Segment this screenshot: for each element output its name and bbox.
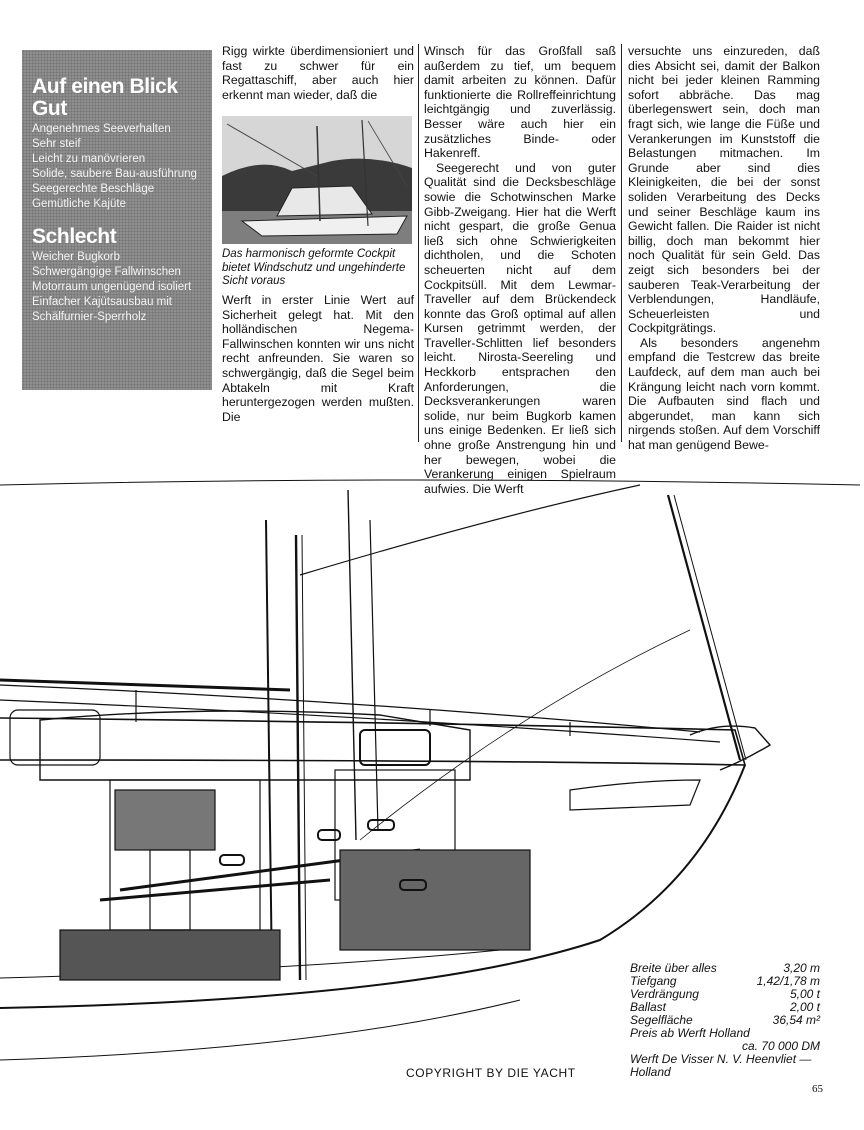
bad-item: Weicher Bugkorb bbox=[32, 251, 120, 263]
cockpit-photo-image bbox=[222, 116, 412, 244]
photo-caption: Das harmonisch geformte Cockpit bietet Windschutz und ungehinderte Sicht voraus bbox=[222, 248, 406, 287]
good-item: Seegerechte Beschläge bbox=[32, 183, 155, 195]
good-item: Solide, saubere Bau-ausführung bbox=[32, 168, 197, 180]
copyright-notice: COPYRIGHT BY DIE YACHT bbox=[406, 1066, 576, 1080]
article-paragraph: Werft in erster Linie Wert auf Sicherheit gelegt hat. Mit den holländischen Negema-Fallwinschen konnten wir uns nicht recht anfreunden. Sie waren so schwergängig, daß die Segel beim Abtakeln mit Kraft heruntergezogen werden mußten. Die bbox=[222, 293, 414, 424]
bad-item: Schwergängige Fallwinschen bbox=[32, 266, 181, 278]
article-paragraph: versuchte uns einzureden, daß dies Absicht sei, damit der Balkon nicht bei jeder kleinen Ramming sofort abbräche. Das mag überlegenswert sein, doch man fragt sich, wie lange die Füße und Verankerungen im Kunststoff die Belastungen mitmachen. Im Grunde aber sind dies Kleinigkeiten, die bei der sonst soliden Verarbeitung des Decks und seiner Beschläge kaum ins Gewicht fallen. Die Raider ist nicht billig, doch man bekommt hier noch Qualität für sein Geld. Das zeigt sich besonders bei der sauberen Teak-Verarbeitung der Verblendungen, Handläufe, Scheuerleisten und Cockpitgrätings. bbox=[628, 44, 820, 336]
article-paragraph: Seegerecht und von guter Qualität sind die Decksbeschläge sowie die Schotwinschen Marke Gibb-Zweigang. Hier hat die Werft nicht gespart, die große Genua ließ sich ohne Schwierigkeiten dichtholen, und die Schoten scheuerten nicht auf dem Cockpitsüll. Mit dem Lewmar-Traveller auf dem Brückendeck konnte das Groß optimal auf allen Kursen getrimmt werden, der Traveller-Schlitten lief besonders leicht. Nirosta-Seereling und Heckkorb entsprachen den Anforderungen, die Decksverankerungen waren solide, nur beim Bugkorb kamen uns einige Bedenken. Er ließ sich ohne große Anstrengung hin und her bewegen, wobei die Verankerung einigen Spielraum aufwies. Die Werft bbox=[424, 160, 616, 496]
spec-value: 2,00 t bbox=[789, 1000, 820, 1014]
spec-label: Breite über alles bbox=[630, 961, 717, 975]
column-rule-2 bbox=[621, 44, 622, 442]
builder-info: Werft De Visser N. V. Heenvliet — Holland bbox=[630, 1052, 812, 1079]
specifications-box bbox=[630, 962, 820, 1079]
article-column-2-bottom bbox=[222, 293, 414, 424]
spec-value: 1,42/1,78 m bbox=[756, 974, 820, 988]
good-item: Sehr steif bbox=[32, 138, 81, 150]
article-paragraph: Als besonders angenehm empfand die Testcrew das breite Laufdeck, auf dem man auch bei Krängung leicht nach vorn kommt. Die Aufbauten sind flach und abgerundet, man kann sich nirgends stoßen. Auf dem Vorschiff hat man genügend Bewe- bbox=[628, 335, 820, 453]
spec-label: Verdrängung bbox=[630, 987, 699, 1001]
page-number: 65 bbox=[812, 1083, 823, 1095]
good-heading: Auf einen Blick Gut bbox=[32, 75, 178, 120]
bad-heading: Schlecht bbox=[32, 225, 117, 248]
spec-label: Ballast bbox=[630, 1000, 667, 1014]
bad-list bbox=[32, 250, 206, 325]
spec-label: Segelfläche bbox=[630, 1013, 693, 1027]
spec-value: 3,20 m bbox=[783, 961, 820, 975]
at-a-glance-box bbox=[22, 50, 212, 390]
article-column-4 bbox=[628, 44, 820, 453]
good-item: Gemütliche Kajüte bbox=[32, 198, 126, 210]
spec-value: 5,00 t bbox=[789, 987, 820, 1001]
good-item: Leicht zu manövrieren bbox=[32, 153, 146, 165]
article-column-3 bbox=[424, 44, 616, 496]
article-column-2-top bbox=[222, 44, 414, 102]
price-label: Preis ab Werft Holland bbox=[630, 1026, 750, 1040]
column-rule-1 bbox=[418, 44, 419, 442]
good-item: Angenehmes Seeverhalten bbox=[32, 123, 171, 135]
article-paragraph: Winsch für das Großfall saß außerdem zu tief, um bequem damit arbeiten zu können. Dafür funktionierte die Rollreffeinrichtung leichtgängig und zuverlässig. Besser wäre auch hier ein zusätzliches Binde- oder Hakenreff. bbox=[424, 44, 616, 161]
bad-item: Motorraum ungenügend isoliert bbox=[32, 281, 192, 293]
spec-value: 36,54 m² bbox=[772, 1013, 820, 1027]
spec-label: Tiefgang bbox=[630, 974, 677, 988]
cockpit-photo bbox=[222, 116, 412, 244]
article-paragraph: Rigg wirkte überdimensioniert und fast zu schwer für ein Regattaschiff, aber auch hier erkennt man wieder, daß die bbox=[222, 44, 414, 102]
price-value: ca. 70 000 DM bbox=[741, 1039, 820, 1053]
good-list bbox=[32, 122, 206, 212]
bad-item: Einfacher Kajütsausbau mit Schälfurnier-Sperrholz bbox=[32, 296, 172, 323]
